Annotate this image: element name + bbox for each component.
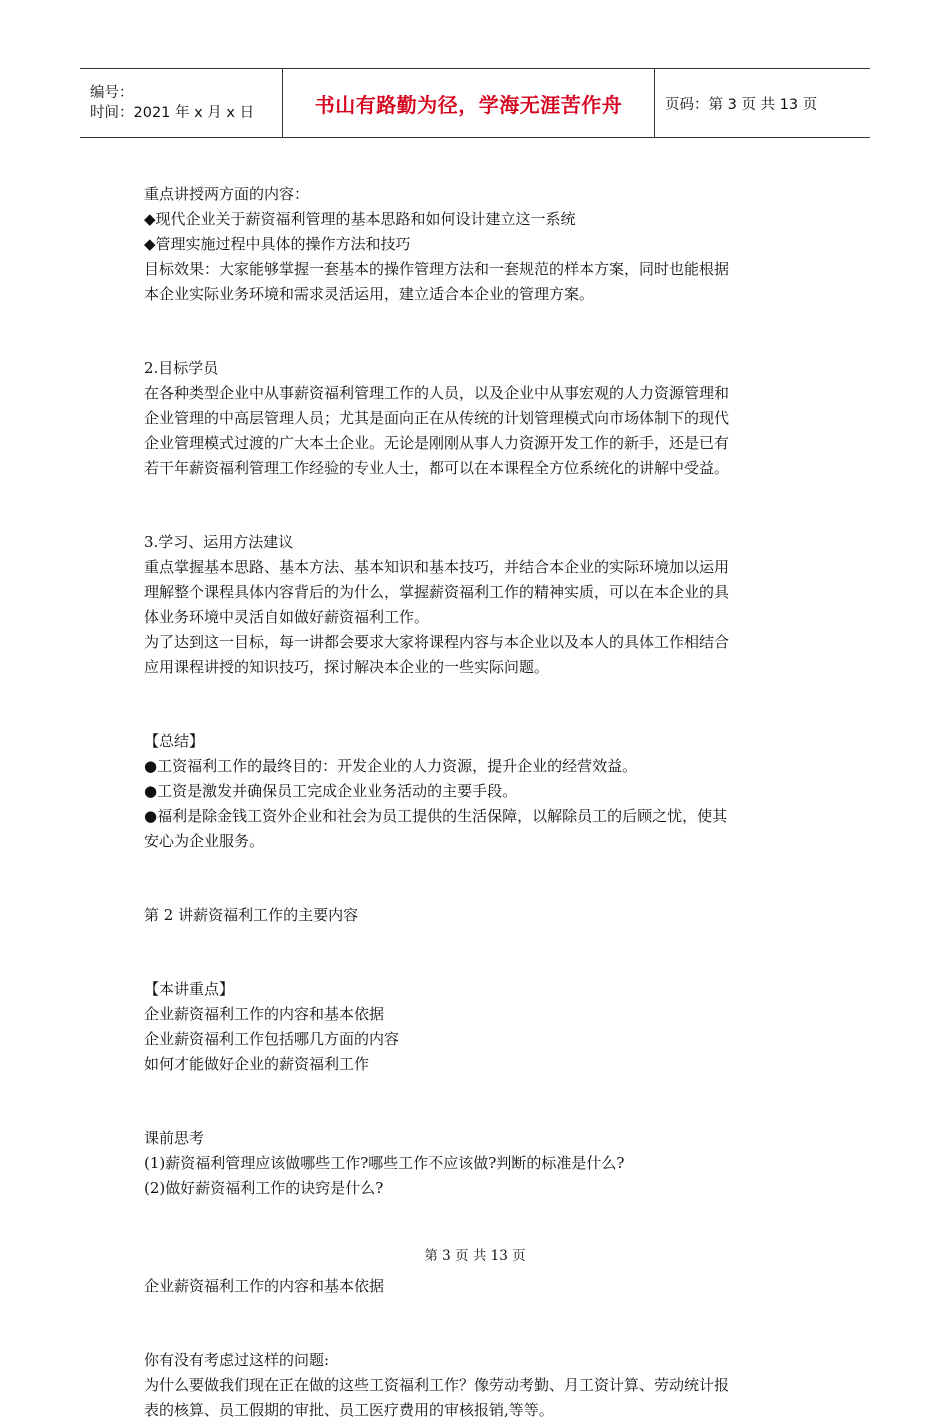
paragraph-line: 重点讲授两方面的内容： (144, 185, 310, 203)
section-heading: 2.目标学员 (144, 359, 219, 377)
code-label: 编号： (90, 85, 134, 101)
paragraph-line: 你有没有考虑过这样的问题: (144, 1351, 330, 1369)
section-heading: 企业薪资福利工作的内容和基本依据 (144, 1277, 385, 1295)
bullet-item: ◆现代企业关于薪资福利管理的基本思路和如何设计建立这一系统 (144, 210, 576, 228)
section-heading: 【总结】 (144, 732, 205, 750)
list-item: 企业薪资福利工作包括哪几方面的内容 (144, 1030, 400, 1048)
list-item: 企业薪资福利工作的内容和基本依据 (144, 1005, 385, 1023)
paragraph-line: 应用课程讲授的知识技巧，探讨解决本企业的一些实际问题。 (144, 658, 550, 676)
list-item: 如何才能做好企业的薪资福利工作 (144, 1055, 370, 1073)
section-heading: 【本讲重点】 (144, 980, 235, 998)
lecture-title: 第 2 讲薪资福利工作的主要内容 (144, 906, 359, 924)
section-heading: 课前思考 (144, 1129, 205, 1147)
bullet-item: ●工资福利工作的最终目的：开发企业的人力资源，提升企业的经营效益。 (144, 757, 638, 775)
paragraph-line: 为了达到这一目标，每一讲都会要求大家将课程内容与本企业以及本人的具体工作相结合 (144, 633, 730, 651)
paragraph-line: 表的核算、员工假期的审批、员工医疗费用的审核报销,等等。 (144, 1401, 554, 1419)
header-meta (80, 69, 283, 137)
section-heading: 3.学习、运用方法建议 (144, 533, 294, 551)
spacer (144, 854, 810, 903)
paragraph-line: 重点掌握基本思路、基本方法、基本知识和基本技巧，并结合本企业的实际环境加以运用 (144, 558, 730, 576)
page-header (80, 68, 870, 138)
paragraph-line: 理解整个课程具体内容背后的为什么，掌握薪资福利工作的精神实质，可以在本企业的具 (144, 583, 730, 601)
date-label: 时间：2021 年 x 月 x 日 (90, 105, 255, 121)
page-footer: 第 3 页 共 13 页 (424, 1248, 526, 1264)
spacer (144, 1077, 810, 1126)
spacer (144, 680, 810, 729)
paragraph-line: 在各种类型企业中从事薪资福利管理工作的人员，以及企业中从事宏观的人力资源管理和 (144, 384, 730, 402)
spacer (144, 1299, 810, 1348)
bullet-item: ●福利是除金钱工资外企业和社会为员工提供的生活保障，以解除员工的后顾之忧，使其 (144, 807, 728, 825)
spacer (144, 928, 810, 977)
header-motto: 书山有路勤为径，学海无涯苦作舟 (283, 69, 655, 137)
bullet-item: ●工资是激发并确保员工完成企业业务活动的主要手段。 (144, 782, 518, 800)
spacer (144, 1201, 810, 1250)
paragraph-line: 企业管理的中高层管理人员；尤其是面向正在从传统的计划管理模式向市场体制下的现代 (144, 409, 730, 427)
header-page-info: 页码：第 3 页 共 13 页 (665, 96, 818, 113)
bullet-item: ◆管理实施过程中具体的操作方法和技巧 (144, 235, 411, 253)
paragraph-line: 为什么要做我们现在正在做的这些工资福利工作？像劳动考勤、月工资计算、劳动统计报 (144, 1376, 730, 1394)
paragraph-line: 若干年薪资福利管理工作经验的专业人士，都可以在本课程全方位系统化的讲解中受益。 (144, 459, 730, 477)
list-item: (2)做好薪资福利工作的诀窍是什么? (144, 1179, 384, 1197)
paragraph-line: 体业务环境中灵活自如做好薪资福利工作。 (144, 608, 430, 626)
spacer (144, 481, 810, 530)
list-item: (1)薪资福利管理应该做哪些工作?哪些工作不应该做?判断的标准是什么? (144, 1154, 625, 1172)
document-body (144, 182, 810, 1423)
paragraph-line: 企业管理模式过渡的广大本土企业。无论是刚刚从事人力资源开发工作的新手，还是已有 (144, 434, 730, 452)
paragraph-line: 本企业实际业务环境和需求灵活运用，建立适合本企业的管理方案。 (144, 285, 595, 303)
paragraph-line: 安心为企业服务。 (144, 832, 265, 850)
paragraph-line: 目标效果：大家能够掌握一套基本的操作管理方法和一套规范的样本方案，同时也能根据 (144, 260, 730, 278)
spacer (144, 307, 810, 356)
